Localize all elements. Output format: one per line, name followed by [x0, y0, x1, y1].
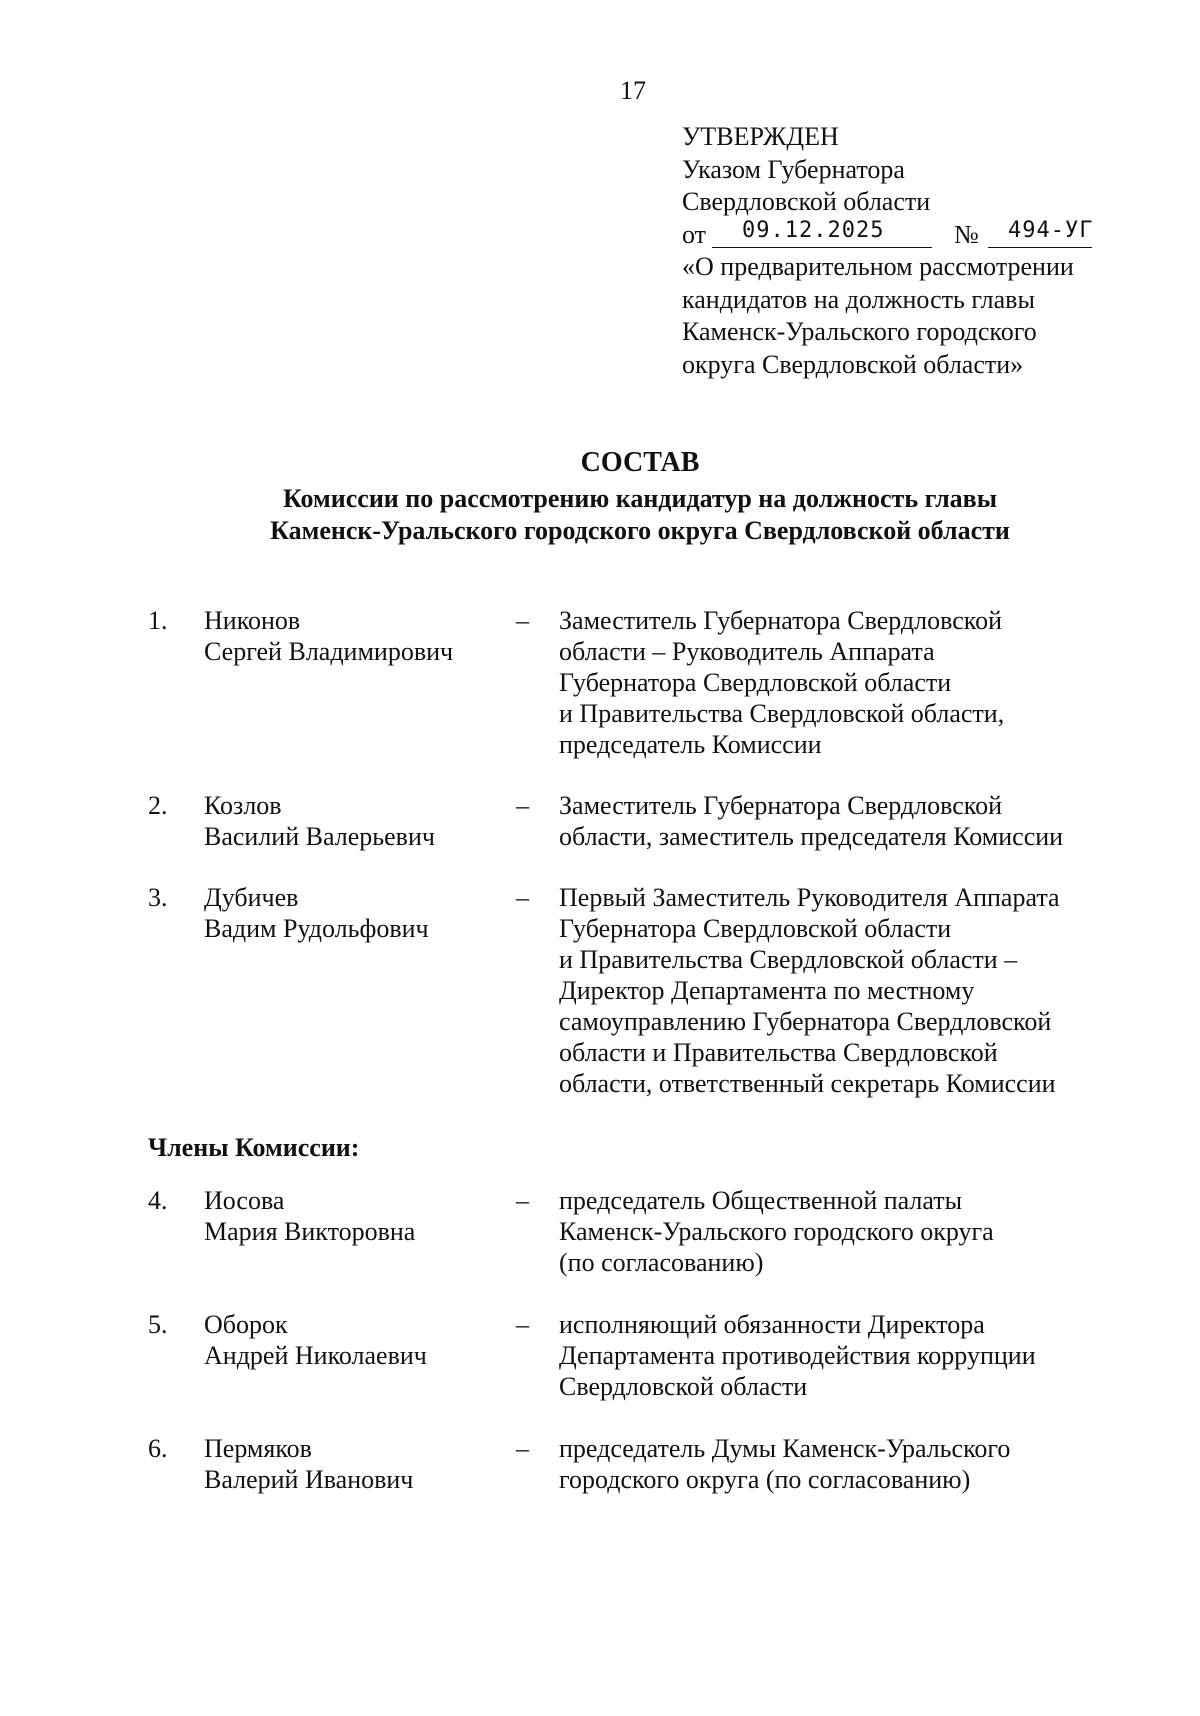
member-number: 2.: [148, 791, 168, 820]
member-name: [204, 1185, 415, 1247]
member-role: [559, 1433, 1159, 1495]
member-name: [204, 605, 453, 667]
role-line: и Правительства Свердловской области –: [559, 945, 1018, 974]
member-given-names: Андрей Николаевич: [204, 1341, 427, 1370]
member-name: [204, 790, 435, 852]
member-surname: Иосова: [204, 1186, 285, 1215]
member-role: [559, 1309, 1159, 1402]
dash-separator: –: [516, 1310, 529, 1339]
role-line: исполняющий обязанности Директора: [559, 1310, 985, 1339]
member-role: [559, 1185, 1159, 1278]
member-surname: Пермяков: [204, 1434, 312, 1463]
role-line: председатель Общественной палаты: [559, 1186, 963, 1215]
role-line: Первый Заместитель Руководителя Аппарата: [559, 883, 1060, 912]
dash-separator: –: [516, 1434, 529, 1463]
role-line: (по согласованию): [559, 1248, 764, 1277]
member-given-names: Мария Викторовна: [204, 1217, 416, 1246]
role-line: городского округа (по согласованию): [559, 1465, 971, 1494]
members-heading: Члены Комиссии:: [148, 1133, 360, 1162]
role-line: области, заместитель председателя Комиссии: [559, 822, 1064, 851]
role-line: области – Руководитель Аппарата: [559, 637, 935, 666]
member-given-names: Сергей Владимирович: [204, 637, 454, 666]
member-given-names: Вадим Рудольфович: [204, 914, 429, 943]
role-line: Свердловской области: [559, 1372, 808, 1401]
decree-number: 494-УГ: [1008, 217, 1094, 243]
member-given-names: Василий Валерьевич: [204, 822, 435, 851]
role-line: области и Правительства Свердловской: [559, 1038, 998, 1067]
member-number: 1.: [148, 606, 168, 635]
member-surname: Дубичев: [204, 883, 299, 912]
approval-block: [682, 121, 1094, 381]
role-line: Каменск-Уральского городского округа: [559, 1217, 994, 1246]
role-line: Заместитель Губернатора Свердловской: [559, 606, 1002, 635]
role-line: Губернатора Свердловской области: [559, 914, 952, 943]
member-number: 4.: [148, 1186, 168, 1215]
member-number: 3.: [148, 883, 168, 912]
role-line: Департамента противодействия коррупции: [559, 1341, 1036, 1370]
member-role: [559, 605, 1159, 760]
document-subtitle: [0, 483, 1200, 547]
role-line: председатель Думы Каменск-Уральского: [559, 1434, 1011, 1463]
approval-issuer-line-2: Свердловской области: [682, 187, 931, 216]
approval-date-row: [682, 217, 1094, 252]
member-number: 6.: [148, 1434, 168, 1463]
role-line: председатель Комиссии: [559, 730, 822, 759]
dash-separator: –: [516, 883, 529, 912]
member-given-names: Валерий Иванович: [204, 1465, 414, 1494]
decree-title-line-3: Каменск-Уральского городского: [682, 317, 1037, 346]
document-title: СОСТАВ: [580, 447, 700, 478]
role-line: Директор Департамента по местному: [559, 976, 975, 1005]
role-line: области, ответственный секретарь Комиссии: [559, 1069, 1056, 1098]
member-name: [204, 882, 429, 944]
decree-title-line-2: кандидатов на должность главы: [682, 284, 1035, 314]
dash-separator: –: [516, 1186, 529, 1215]
role-line: Губернатора Свердловской области: [559, 668, 952, 697]
date-prefix: от: [682, 219, 707, 249]
approval-issuer-line-1: Указом Губернатора: [682, 154, 905, 184]
role-line: Заместитель Губернатора Свердловской: [559, 791, 1002, 820]
member-role: [559, 882, 1159, 1099]
member-name: [204, 1433, 413, 1495]
decree-title-line-1: «О предварительном рассмотрении: [682, 252, 1074, 281]
member-surname: Оборок: [204, 1310, 288, 1339]
subtitle-line-1: Комиссии по рассмотрению кандидатур на должность главы: [282, 484, 997, 513]
member-surname: Никонов: [204, 606, 301, 635]
number-sign: №: [954, 219, 979, 249]
approval-status: УТВЕРЖДЕН: [682, 122, 839, 151]
member-name: [204, 1309, 427, 1371]
role-line: и Правительства Свердловской области,: [559, 699, 1005, 728]
role-line: самоуправлению Губернатора Свердловской: [559, 1007, 1052, 1036]
member-role: [559, 790, 1159, 852]
member-number: 5.: [148, 1310, 168, 1339]
dash-separator: –: [516, 791, 529, 820]
page-number: 17: [620, 76, 646, 105]
subtitle-line-2: Каменск-Уральского городского округа Свердловской области: [270, 516, 1010, 545]
dash-separator: –: [516, 606, 529, 635]
decree-title-line-4: округа Свердловской области»: [682, 349, 1024, 379]
member-surname: Козлов: [204, 791, 282, 820]
decree-date: 09.12.2025: [742, 217, 885, 243]
